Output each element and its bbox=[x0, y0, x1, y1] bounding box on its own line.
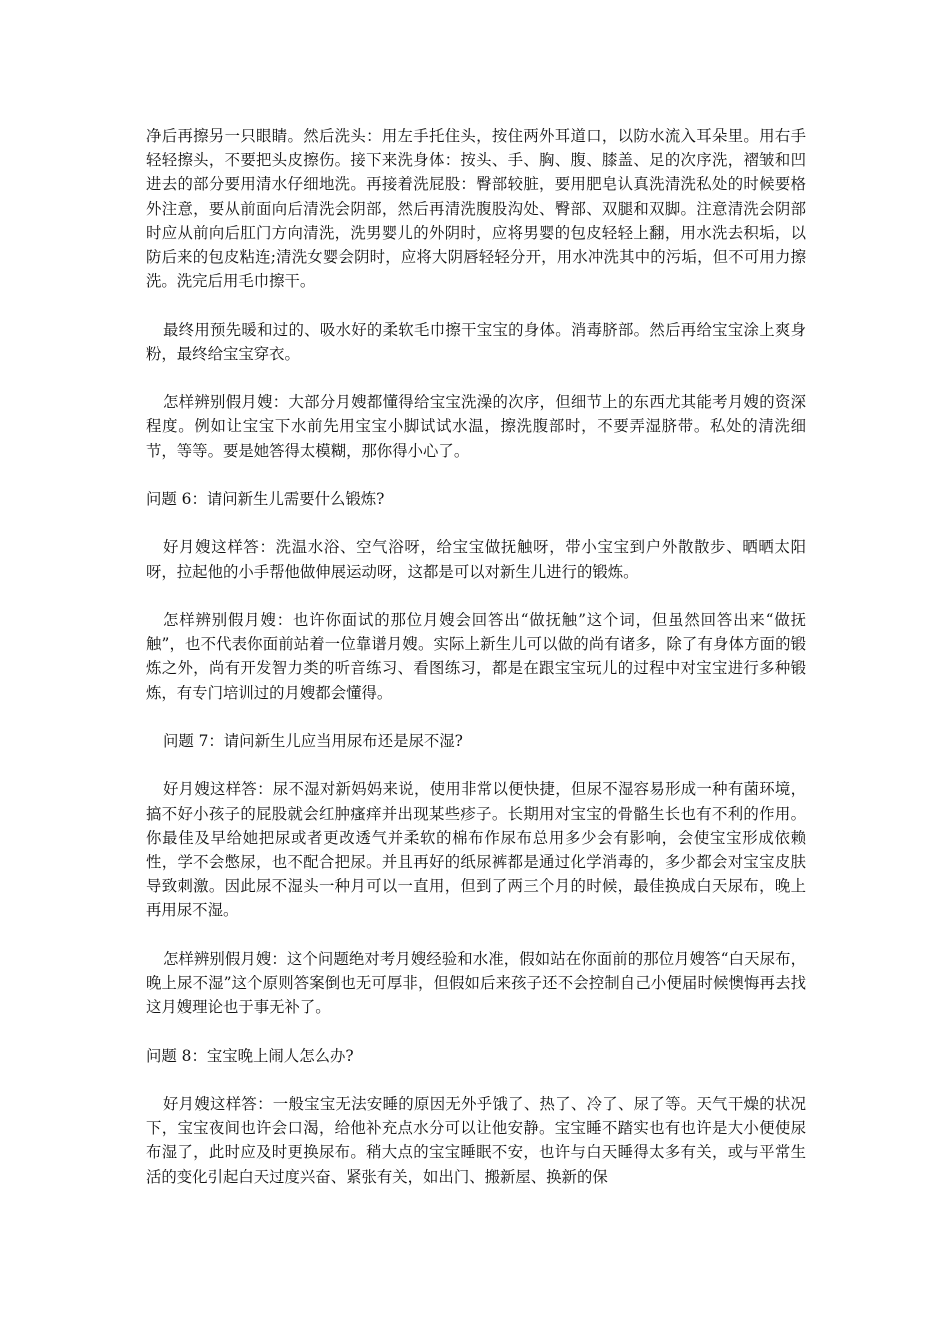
paragraph-bathing-steps: 净后再擦另一只眼睛。然后洗头：用左手托住头，按住两外耳道口，以防水流入耳朵里。用右手轻轻擦头，不要把头皮擦伤。接下来洗身体：按头、手、胸、腹、膝盖、足的次序洗，褶皱和凹进去的部分要用清水仔细地洗。再接着洗屁股：臀部较脏，要用肥皂认真洗清洗私处的时候要格外注意，要从前面向后清洗会阴部，然后再清洗腹股沟处、臀部、双腿和双脚。注意清洗会阴部时应从前向后肛门方向清洗，洗男婴儿的外阴时，应将男婴的包皮轻轻上翻，用水洗去积垢，以防后来的包皮粘连;清洗女婴会阴时，应将大阴唇轻轻分开，用水冲洗其中的污垢，但不可用力擦洗。洗完后用毛巾擦干。 bbox=[146, 127, 806, 291]
question-6-heading: 问题 6：请问新生儿需要什么锻炼? bbox=[146, 490, 385, 508]
question-8-heading: 问题 8：宝宝晚上闹人怎么办? bbox=[146, 1046, 354, 1065]
paragraph-identify-fake-bathing: 怎样辨别假月嫂：大部分月嫂都懂得给宝宝洗澡的次序，但细节上的东西尤其能考月嫂的资深程度。例如让宝宝下水前先用宝宝小脚试试水温，擦洗腹部时，不要弄湿脐带。私处的清洗细节，等等。要是她答得太模糊，那你得小心了。 bbox=[146, 393, 806, 460]
paragraph-identify-fake-exercise: 怎样辨别假月嫂：也许你面试的那位月嫂会回答出“做抚触”这个词，但虽然回答出来“做抚触”，也不代表你面前站着一位靠谱月嫂。实际上新生儿可以做的尚有诸多，除了有身体方面的锻炼之外，尚有开发智力类的听音练习、看图练习，都是在跟宝宝玩儿的过程中对宝宝进行多种锻炼，有专门培训过的月嫂都会懂得。 bbox=[146, 610, 806, 702]
document-page bbox=[146, 124, 806, 1213]
paragraph-good-answer-diapers: 好月嫂这样答：尿不湿对新妈妈来说，使用非常以便快捷，但尿不湿容易形成一种有菌环境，搞不好小孩子的屁股就会红肿瘙痒并出现某些疹子。长期用对宝宝的骨骼生长也有不利的作用。你最佳及早给她把尿或者更改透气并柔软的棉布作尿布总用多少会有影响，会使宝宝形成依赖性，学不会憋尿，也不配合把尿。并且再好的纸尿裤都是通过化学消毒的，多少都会对宝宝皮肤导致刺激。因此尿不湿头一种月可以一直用，但到了两三个月的时候，最佳换成白天尿布，晚上再用尿不湿。 bbox=[146, 780, 806, 920]
paragraph-drying: 最终用预先暖和过的、吸水好的柔软毛巾擦干宝宝的身体。消毒脐部。然后再给宝宝涂上爽身粉，最终给宝宝穿衣。 bbox=[146, 320, 806, 363]
question-7-heading: 问题 7：请问新生儿应当用尿布还是尿不湿? bbox=[162, 731, 463, 750]
paragraph-good-answer-exercise: 好月嫂这样答：洗温水浴、空气浴呀，给宝宝做抚触呀，带小宝宝到户外散散步、晒晒太阳呀，拉起他的小手帮他做伸展运动呀，这都是可以对新生儿进行的锻炼。 bbox=[146, 538, 806, 581]
paragraph-identify-fake-diapers: 怎样辨别假月嫂：这个问题绝对考月嫂经验和水准，假如站在你面前的那位月嫂答“白天尿布，晚上尿不湿”这个原则答案倒也无可厚非，但假如后来孩子还不会控制自己小便届时候懊悔再去找这月嫂理论也于事无补了。 bbox=[146, 949, 806, 1017]
paragraph-good-answer-night-crying: 好月嫂这样答：一般宝宝无法安睡的原因无外乎饿了、热了、冷了、尿了等。天气干燥的状况下，宝宝夜间也许会口渴，给他补充点水分可以让他安静。宝宝睡不踏实也有也许是大小便使尿布湿了，此时应及时更换尿布。稍大点的宝宝睡眠不安，也许与白天睡得太多有关，或与平常生活的变化引起白天过度兴奋、紧张有关，如出门、搬新屋、换新的保 bbox=[146, 1094, 806, 1186]
